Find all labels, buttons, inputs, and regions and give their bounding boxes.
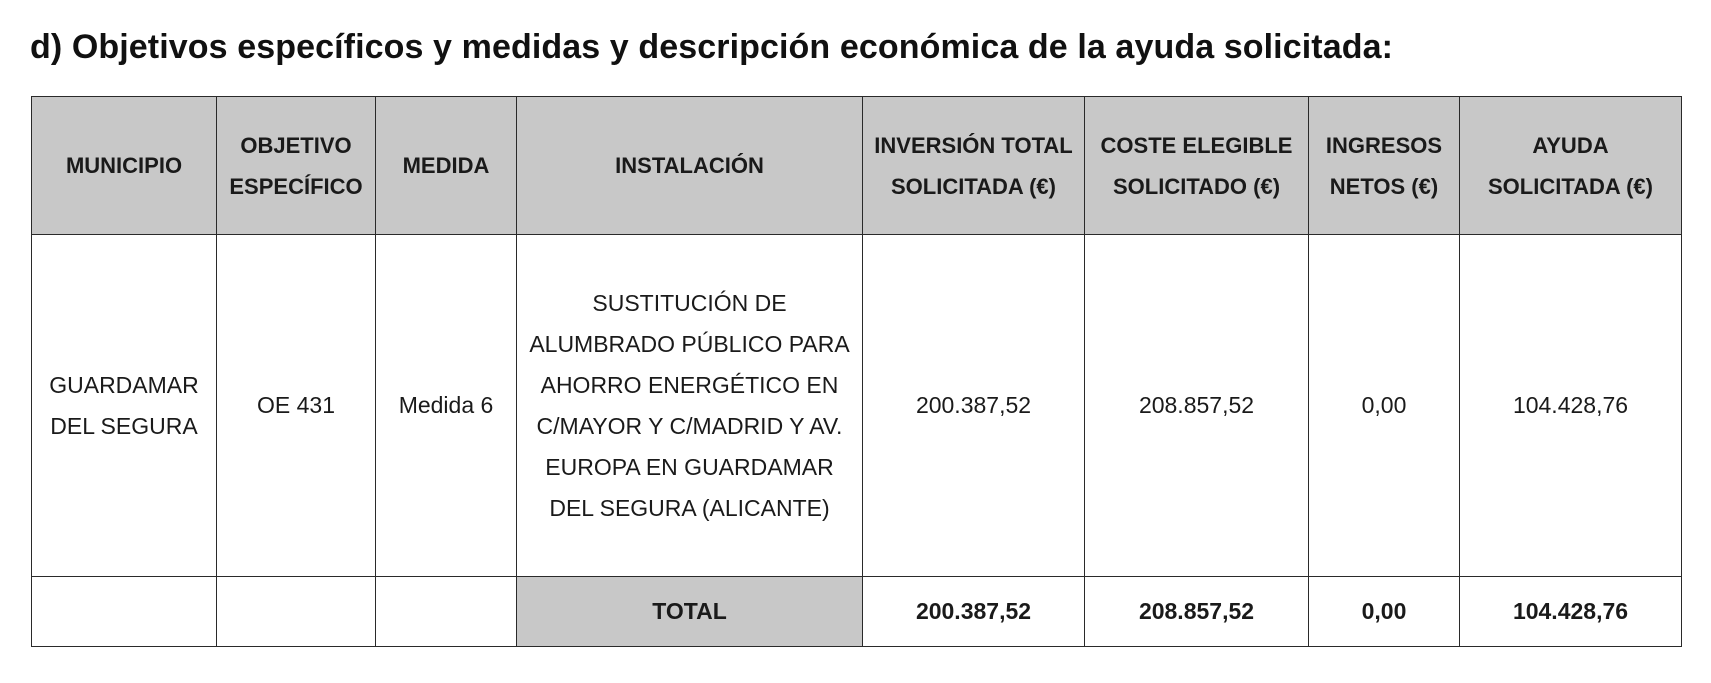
header-inversion-total: INVERSIÓN TOTAL SOLICITADA (€) — [863, 97, 1085, 235]
total-coste: 208.857,52 — [1085, 577, 1309, 647]
table-row — [32, 235, 1682, 577]
aid-table — [31, 96, 1682, 647]
cell-coste: 208.857,52 — [1085, 235, 1309, 577]
cell-ingresos: 0,00 — [1309, 235, 1460, 577]
instalacion-text: SUSTITUCIÓN DE ALUMBRADO PÚBLICO PARA AHORRO ENERGÉTICO EN C/MAYOR Y C/MADRID Y AV. EUROPA EN GUARDAMAR DEL SEGURA (ALICANTE) — [529, 289, 850, 521]
total-ayuda: 104.428,76 — [1460, 577, 1682, 647]
total-ingresos: 0,00 — [1309, 577, 1460, 647]
header-ayuda-solicitada: AYUDA SOLICITADA (€) — [1460, 97, 1682, 235]
cell-municipio: GUARDAMAR DEL SEGURA — [32, 235, 217, 577]
total-empty-cell — [376, 577, 517, 647]
header-coste-elegible: COSTE ELEGIBLE SOLICITADO (€) — [1085, 97, 1309, 235]
total-inversion: 200.387,52 — [863, 577, 1085, 647]
cell-instalacion — [517, 235, 863, 577]
cell-objetivo: OE 431 — [217, 235, 376, 577]
cell-inversion: 200.387,52 — [863, 235, 1085, 577]
total-empty-cell — [32, 577, 217, 647]
cell-ayuda: 104.428,76 — [1460, 235, 1682, 577]
cell-medida: Medida 6 — [376, 235, 517, 577]
section-heading: d) Objetivos específicos y medidas y descripción económica de la ayuda solicitada: — [30, 28, 1394, 66]
header-municipio: MUNICIPIO — [32, 97, 217, 235]
header-instalacion: INSTALACIÓN — [517, 97, 863, 235]
header-ingresos-netos: INGRESOS NETOS (€) — [1309, 97, 1460, 235]
total-row — [32, 577, 1682, 647]
total-label: TOTAL — [517, 577, 863, 647]
header-medida: MEDIDA — [376, 97, 517, 235]
header-objetivo-especifico: OBJETIVO ESPECÍFICO — [217, 97, 376, 235]
header-row — [32, 97, 1682, 235]
total-empty-cell — [217, 577, 376, 647]
